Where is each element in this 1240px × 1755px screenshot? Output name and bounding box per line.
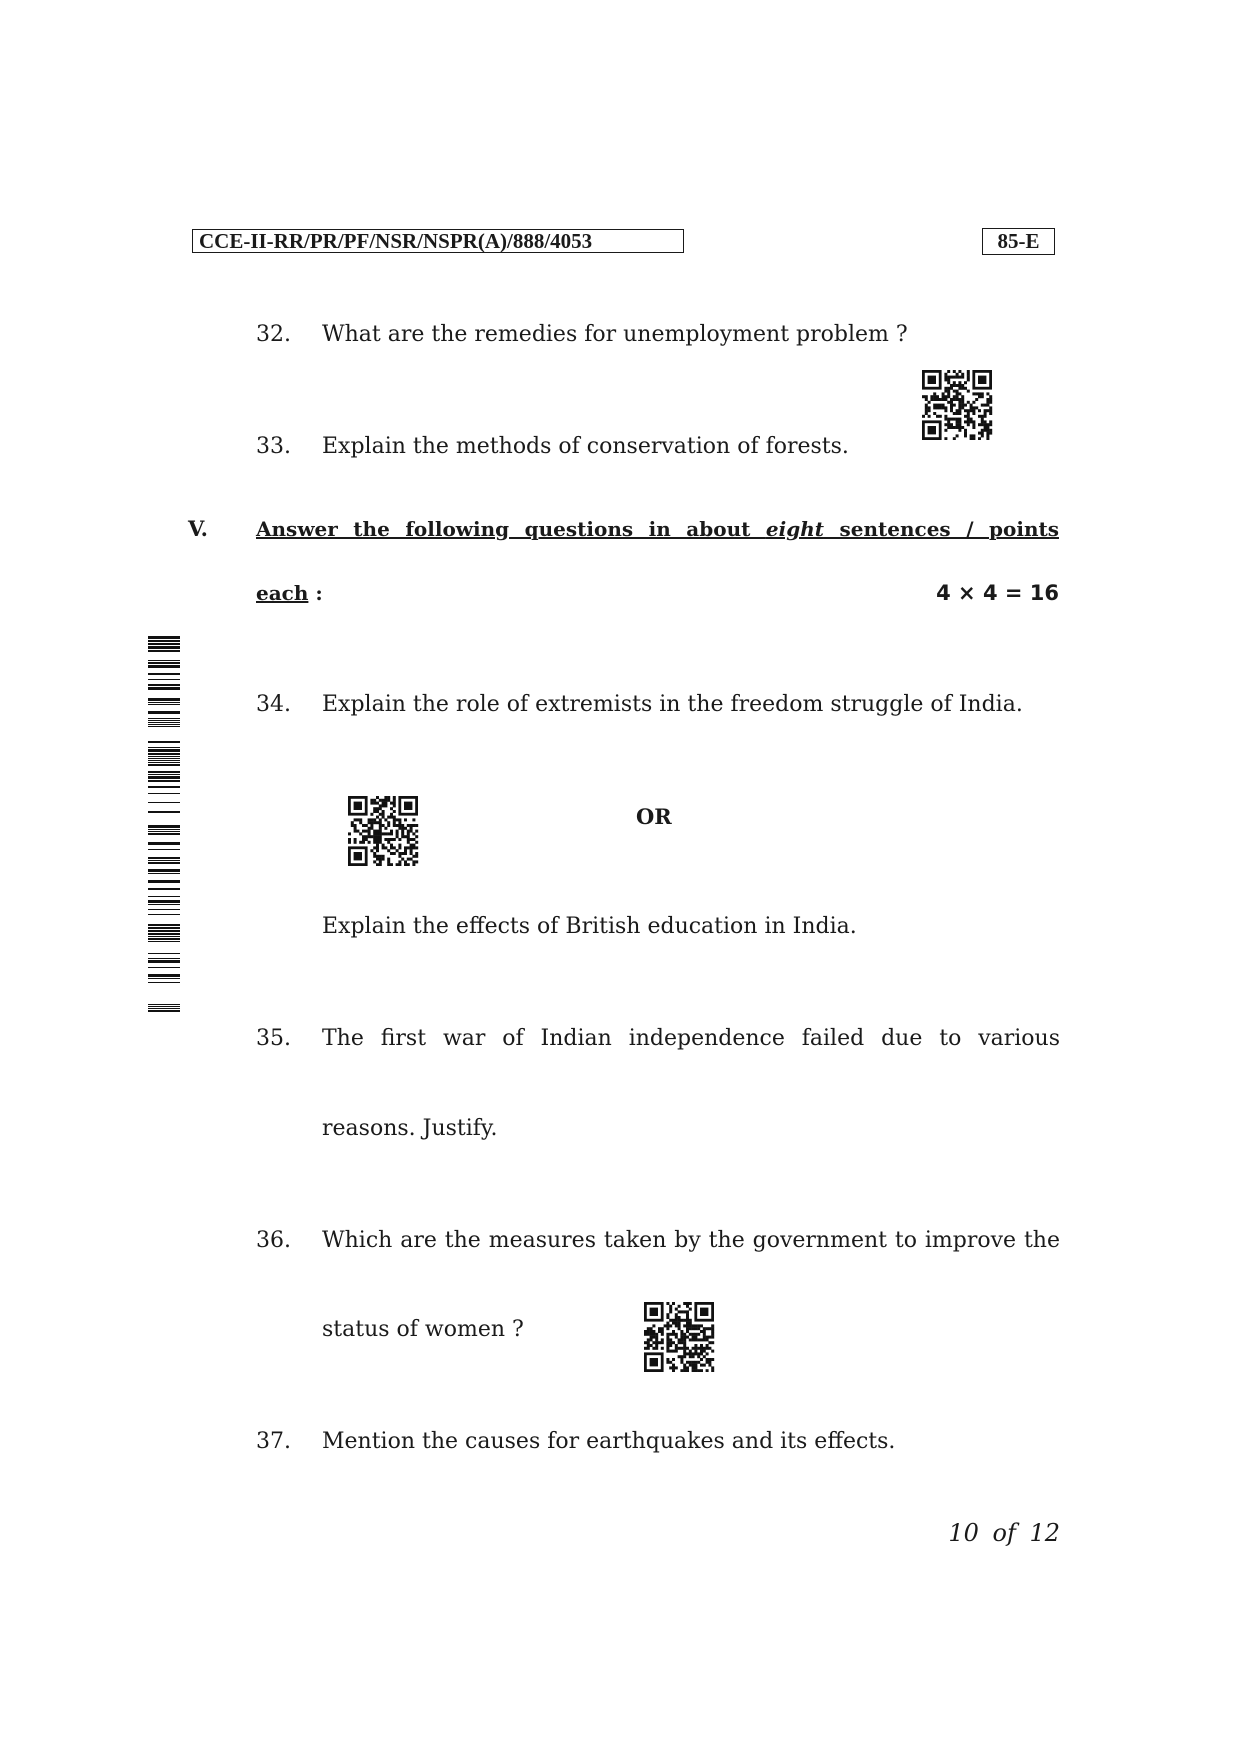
question-number-36: 36.	[256, 1228, 291, 1253]
exam-code: CCE-II-RR/PR/PF/NSR/NSPR(A)/888/4053	[192, 229, 684, 253]
question-number-33: 33.	[256, 434, 291, 459]
question-text-34: Explain the role of extremists in the freedom struggle of India.	[322, 692, 1023, 717]
section-heading-each-word: each	[256, 581, 309, 605]
section-heading-emphasis: eight	[765, 517, 824, 541]
question-text-36-line2: status of women ?	[322, 1317, 524, 1342]
question-text-33: Explain the methods of conservation of forests.	[322, 434, 849, 459]
section-heading-each	[256, 578, 323, 608]
question-text-34-alternative: Explain the effects of British education in India.	[322, 914, 857, 939]
section-roman-numeral: V.	[188, 516, 208, 541]
section-marks: 4 × 4 = 16	[936, 581, 1059, 605]
qr-code-icon	[348, 796, 420, 866]
section-heading-colon: :	[308, 581, 323, 605]
qr-code-icon	[644, 1302, 716, 1372]
qr-code-icon	[922, 370, 994, 440]
question-text-35-line1: The first war of Indian independence failed due to various	[322, 1026, 1060, 1051]
section-heading	[256, 514, 1059, 544]
question-text-37: Mention the causes for earthquakes and its effects.	[322, 1429, 896, 1454]
or-label: OR	[636, 804, 672, 829]
question-number-34: 34.	[256, 692, 291, 717]
question-number-32: 32.	[256, 322, 291, 347]
question-number-35: 35.	[256, 1026, 291, 1051]
section-heading-part2: sentences / points	[823, 517, 1059, 541]
section-heading-part1: Answer the following questions in about	[256, 517, 766, 541]
question-text-35-line2: reasons. Justify.	[322, 1116, 498, 1141]
question-text-36-line1: Which are the measures taken by the government to improve the	[322, 1228, 1060, 1253]
page-number: 10 of 12	[948, 1519, 1060, 1547]
barcode-icon	[148, 636, 180, 1024]
question-number-37: 37.	[256, 1429, 291, 1454]
paper-code: 85-E	[982, 228, 1055, 255]
question-text-32: What are the remedies for unemployment problem ?	[322, 322, 908, 347]
